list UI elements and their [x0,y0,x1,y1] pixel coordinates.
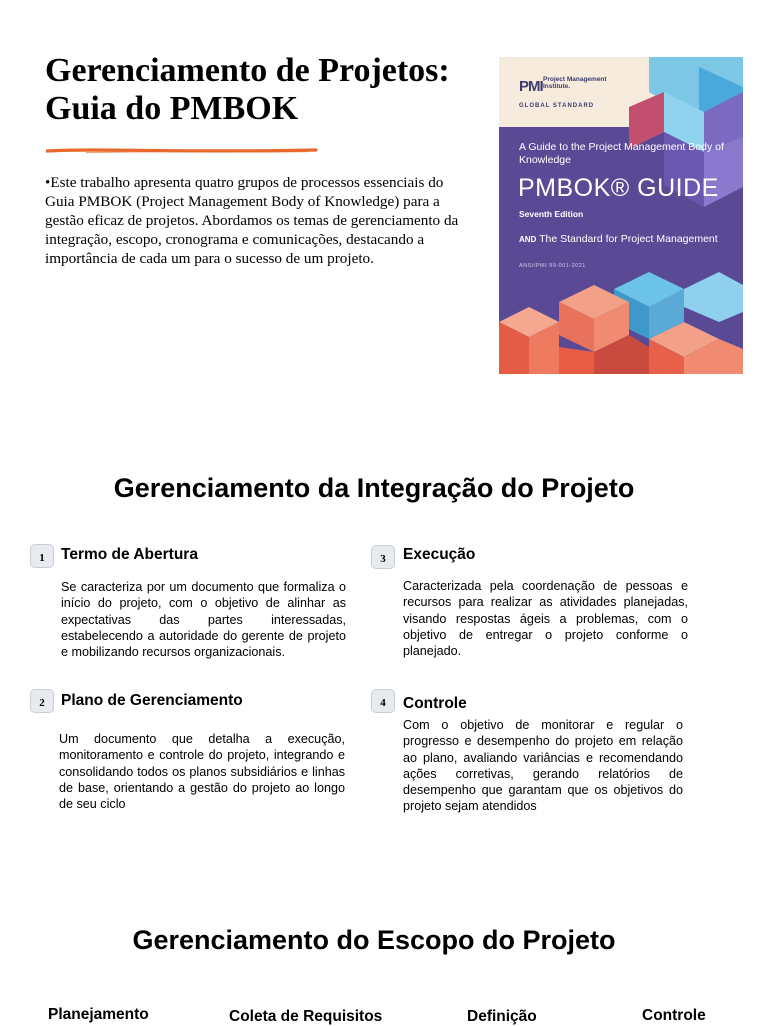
step-title-controle: Controle [403,695,467,712]
pmbok-book-cover: PMI Project Management Institute. GLOBAL STANDARD A Guide to the Project Management Body of Knowledge PMBOK® GUIDE Seventh Edition AND The Standard for Project Management ANSI/PMI 99-001-2021 [499,57,743,374]
scope-column-planejamento: Planejamento [48,1006,149,1023]
scope-column-coleta-de-requisitos: Coleta de Requisitos [229,1008,383,1025]
step-description: Com o objetivo de monitorar e regular o progresso e desempenho do projeto em relação ao plano, avaliando variâncias e recomendando ações corretivas, gerando relatórios de desempenho que garantam que os objetivos do projeto sejam atendidos [403,718,683,814]
step-description: Um documento que detalha a execução, monitoramento e controle do projeto, integrando e consolidando todos os planos subsidiários e linhas de base, orientando a gestão do projeto ao longo de seu ciclo [59,732,345,812]
scope-column-controle: Controle [642,1007,706,1024]
step-title-termo-de-abertura: Termo de Abertura [61,546,198,563]
step-title-execucao: Execução [403,546,476,563]
page-title: Gerenciamento de Projetos: Guia do PMBOK [45,52,450,127]
scope-heading: Gerenciamento do Escopo do Projeto [132,925,616,955]
title-underline [46,146,318,156]
step-description: Se caracteriza por um documento que formaliza o início do projeto, com o objetivo de alinhar as expectativas das partes interessadas, estabelecendo a autoridade do gerente de projeto e mobilizando recursos organizacionais. [61,580,346,660]
integration-heading: Gerenciamento da Integração do Projeto [113,473,635,503]
scope-column-definicao: Definição [467,1008,537,1025]
pmi-logo: PMI [519,78,543,95]
step-number-badge: 2 [30,689,54,713]
intro-paragraph: •Este trabalho apresenta quatro grupos de processos essenciais do Guia PMBOK (Project Management Body of Knowledge) para a gestão eficaz de projetos. Abordamos os temas de gerenciamento da integração, escopo, cronograma e comunicações, destacando a importância de cada um para o sucesso de um projeto. [45,174,459,267]
step-number-badge: 4 [371,689,395,713]
step-number-badge: 1 [30,544,54,568]
step-number-badge: 3 [371,545,395,569]
step-title-plano-de-gerenciamento: Plano de Gerenciamento [61,692,243,709]
step-description: Caracterizada pela coordenação de pessoas e recursos para realizar as atividades planejadas, visando respostas ágeis a problemas, com o objetivo de entregar o projeto conforme o planejado. [403,579,688,659]
